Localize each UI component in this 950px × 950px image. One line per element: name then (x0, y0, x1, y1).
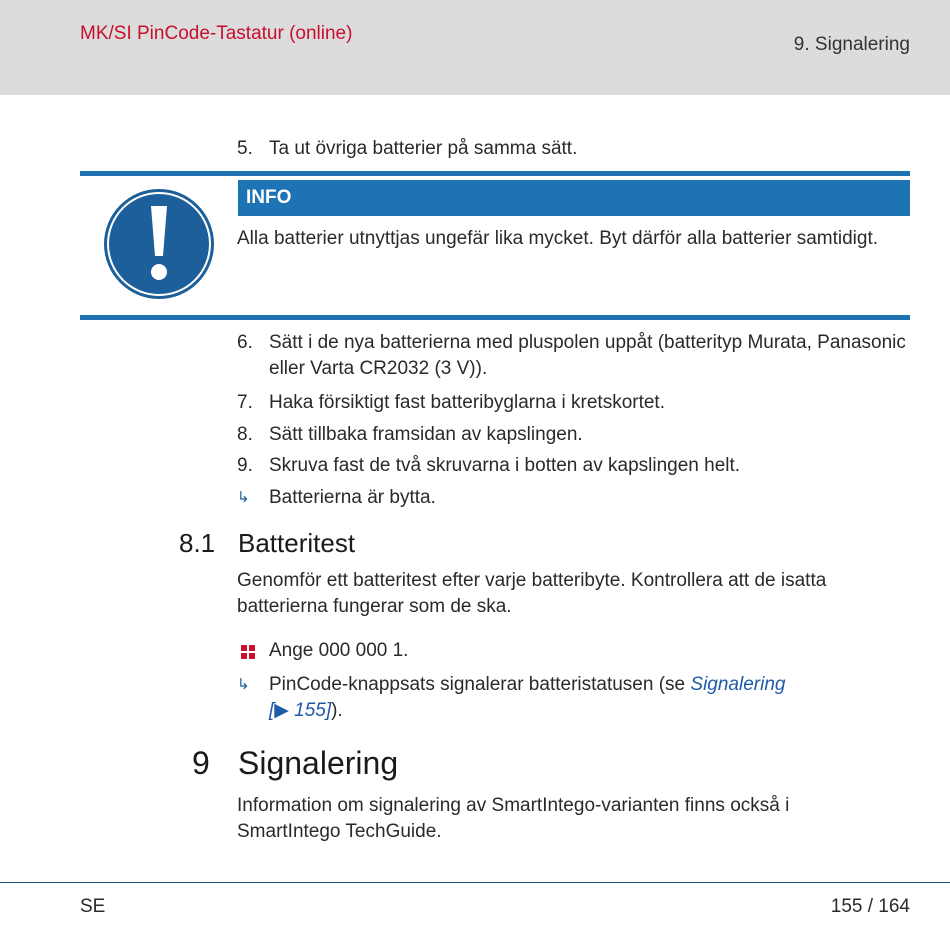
list-item (237, 422, 912, 448)
section-title: Batteritest (238, 528, 356, 558)
result-item (237, 485, 912, 511)
step-number: 9. (237, 455, 253, 476)
result-arrow-icon: ↳ (237, 676, 250, 693)
info-top-rule (80, 171, 910, 176)
step-text: Sätt tillbaka framsidan av kapslingen. (269, 424, 583, 445)
result-text-start: PinCode-knappsats signalerar batteristatusen (se (269, 674, 691, 695)
chapter-paragraph: Information om signalering av SmartIntego-varianten finns också i SmartIntego TechGuide. (237, 795, 790, 842)
list-item (237, 390, 912, 416)
action-bullet-icon (241, 645, 255, 659)
page-header (0, 0, 950, 95)
result-text: Batterierna är bytta. (269, 487, 436, 508)
section-paragraph: Genomför ett batteritest efter varje batteribyte. Kontrollera att de isatta batterierna fungerar som de ska. (237, 570, 827, 617)
list-item (237, 136, 912, 162)
result-text-end: ). (331, 700, 343, 721)
step-text: Sätt i de nya batterierna med pluspolen uppåt (batterityp Murata, Panasonic eller Varta CR2032 (3 V)). (269, 332, 906, 379)
step-text: Ta ut övriga batterier på samma sätt. (269, 138, 578, 159)
document-title: MK/SI PinCode-Tastatur (online) (80, 23, 353, 44)
result-arrow-icon: ↳ (237, 489, 250, 506)
step-number: 7. (237, 392, 253, 413)
action-item (237, 638, 912, 664)
info-bottom-rule (80, 315, 910, 320)
chapter-number: 9 (192, 745, 210, 781)
result-text (269, 672, 912, 724)
info-label-bar: INFO (238, 180, 910, 216)
info-text: Alla batterier utnyttjas ungefär lika mycket. Byt därför alla batterier samtidigt. (237, 228, 878, 249)
signalering-link[interactable]: Signalering (690, 674, 786, 695)
header-section-name: 9. Signalering (793, 34, 910, 55)
footer-language: SE (80, 896, 106, 917)
step-text: Skruva fast de två skruvarna i botten av kapslingen helt. (269, 455, 741, 476)
section-number: 8.1 (179, 528, 216, 558)
page-ref-link[interactable]: [▶ 155] (269, 700, 332, 721)
list-item (237, 330, 912, 382)
footer-page-number: 155 / 164 (830, 896, 910, 917)
list-item (237, 453, 912, 479)
footer-divider (0, 882, 950, 883)
action-text: Ange 000 000 1. (269, 640, 409, 661)
result-item (237, 672, 912, 724)
step-number: 8. (237, 424, 253, 445)
step-number: 6. (237, 332, 253, 353)
exclamation-icon (103, 188, 215, 300)
chapter-title: Signalering (238, 745, 399, 781)
step-text: Haka försiktigt fast batteribyglarna i kretskortet. (269, 392, 665, 413)
step-number: 5. (237, 138, 253, 159)
